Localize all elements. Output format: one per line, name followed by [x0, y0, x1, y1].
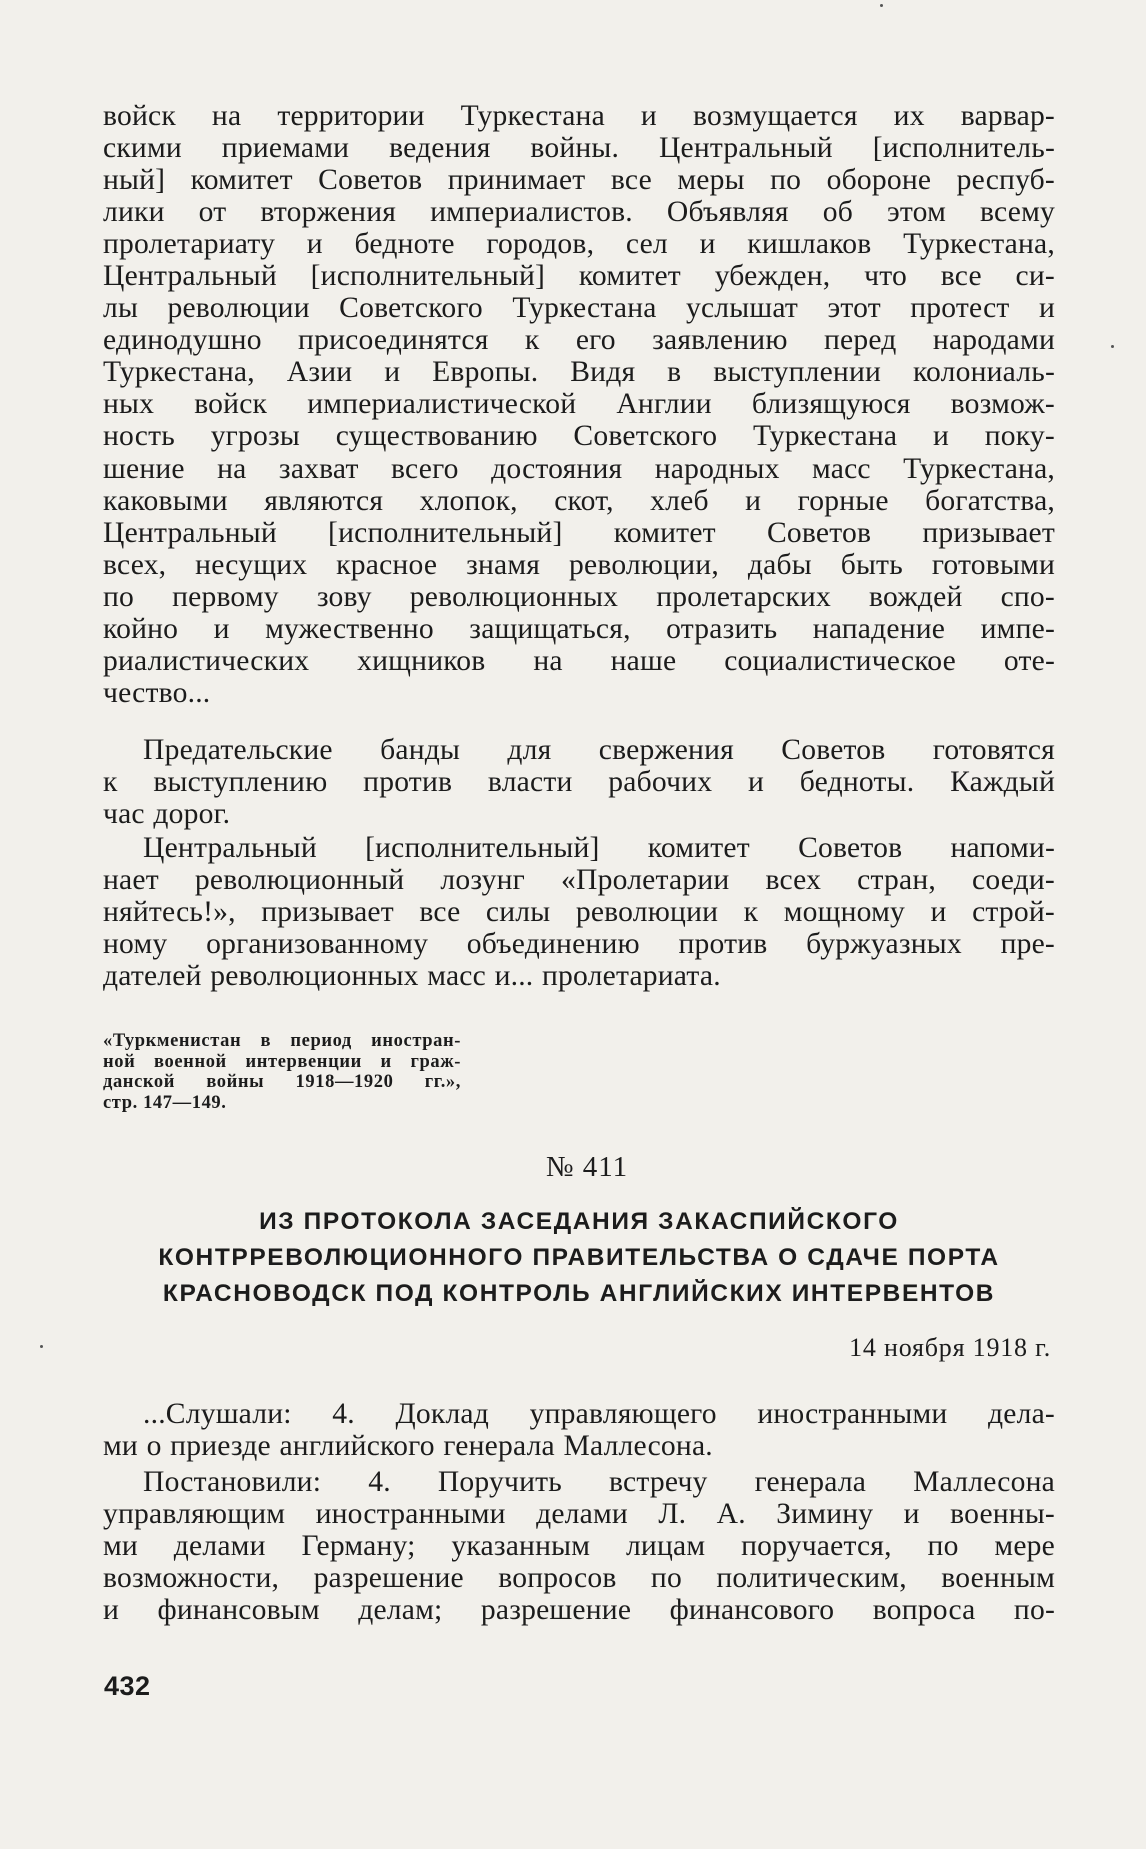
text-line: чество...: [103, 676, 211, 709]
paragraph-text: [103, 1466, 1055, 1626]
text-line: Туркестана, Азии и Европы. Видя в выступлении колониаль-: [103, 356, 1055, 389]
citation-line: данской войны 1918—1920 гг.»,: [103, 1072, 461, 1092]
text-line: каковыми являются хлопок, скот, хлеб и горные богатства,: [103, 484, 1055, 517]
text-line: возможности, разрешение вопросов по политическим, военным: [103, 1562, 1055, 1595]
text-line: ных войск империалистической Англии близящуюся возмож-: [103, 388, 1055, 421]
text-line: ми о приезде английского генерала Маллесона.: [103, 1430, 713, 1463]
title-line: КОНТРРЕВОЛЮЦИОННОГО ПРАВИТЕЛЬСТВА О СДАЧЕ ПОРТА: [158, 1244, 1000, 1271]
document-number: № 411: [545, 1151, 629, 1183]
text-line: шение на захват всего достояния народных масс Туркестана,: [103, 452, 1055, 485]
document-title: [103, 1204, 1055, 1312]
citation-line: ной военной интервенции и граж-: [103, 1051, 461, 1072]
text-line: ми делами Герману; указанным лицам поручается, по мере: [103, 1530, 1055, 1563]
document-date: 14 ноября 1918 г.: [849, 1333, 1051, 1362]
text-line: Предательские банды для свержения Советов готовятся: [143, 734, 1055, 766]
paragraph-text: [103, 832, 1055, 992]
document-paragraph-2: [103, 1466, 1055, 1626]
title-line: ИЗ ПРОТОКОЛА ЗАСЕДАНИЯ ЗАКАСПИЙСКОГО: [259, 1208, 899, 1235]
body-paragraph-1: [103, 100, 1055, 709]
text-line: к выступлению против власти рабочих и бедноты. Каждый: [103, 766, 1055, 799]
text-line: риалистических хищников на наше социалистическое оте-: [103, 644, 1055, 677]
text-line: няйтесь!», призывает все силы революции к мощному и строй-: [103, 896, 1055, 929]
text-line: пролетариату и бедноте городов, сел и кишлаков Туркестана,: [103, 228, 1055, 261]
text-line: и финансовым делам; разрешение финансового вопроса по-: [103, 1594, 1055, 1627]
text-line: койно и мужественно защищаться, отразить нападение импе-: [103, 612, 1055, 645]
text-line: Центральный [исполнительный] комитет Советов напоми-: [143, 832, 1055, 864]
source-citation: [103, 1031, 461, 1113]
page-number: 432: [104, 1671, 151, 1701]
citation-line: стр. 147—149.: [103, 1092, 227, 1113]
scan-speck: [1111, 345, 1114, 348]
text-line: ному организованному объединению против буржуазных пре-: [103, 928, 1055, 961]
text-line: нает революционный лозунг «Пролетарии всех стран, соеди-: [103, 864, 1055, 897]
title-line: КРАСНОВОДСК ПОД КОНТРОЛЬ АНГЛИЙСКИХ ИНТЕРВЕНТОВ: [162, 1280, 996, 1307]
text-line: единодушно присоединятся к его заявлению перед народами: [103, 324, 1055, 357]
paragraph-text: [103, 734, 1055, 830]
text-line: Центральный [исполнительный] комитет Советов призывает: [103, 516, 1055, 549]
text-line: лики от вторжения империалистов. Объявляя об этом всему: [103, 196, 1055, 229]
scan-speck: [880, 4, 883, 7]
text-line: управляющим иностранными делами Л. А. Зимину и военны-: [103, 1498, 1055, 1531]
paragraph-text: [103, 1398, 1055, 1462]
document-paragraph-1: [103, 1398, 1055, 1462]
text-line: скими приемами ведения войны. Центральный [исполнитель-: [103, 132, 1055, 165]
text-line: Центральный [исполнительный] комитет убежден, что все си-: [103, 260, 1055, 293]
text-line: по первому зову революционных пролетарских вождей спо-: [103, 580, 1055, 613]
citation-line: «Туркменистан в период иностран-: [103, 1031, 461, 1051]
text-line: час дорог.: [103, 798, 231, 831]
text-line: Постановили: 4. Поручить встречу генерала Маллесона: [143, 1466, 1055, 1498]
text-line: лы революции Советского Туркестана услышат этот протест и: [103, 292, 1055, 325]
text-line: ный] комитет Советов принимает все меры по обороне респуб-: [103, 164, 1055, 197]
text-line: войск на территории Туркестана и возмущается их варвар-: [103, 100, 1055, 132]
text-line: всех, несущих красное знамя революции, дабы быть готовыми: [103, 548, 1055, 581]
scan-speck: [40, 1345, 43, 1348]
text-line: ...Слушали: 4. Доклад управляющего иностранными дела-: [143, 1398, 1055, 1430]
text-line: ность угрозы существованию Советского Туркестана и поку-: [103, 420, 1055, 453]
body-paragraph-3: [103, 832, 1055, 992]
body-paragraph-2: [103, 734, 1055, 830]
text-line: дателей революционных масс и... пролетариата.: [103, 960, 721, 993]
paragraph-text: [103, 100, 1055, 709]
